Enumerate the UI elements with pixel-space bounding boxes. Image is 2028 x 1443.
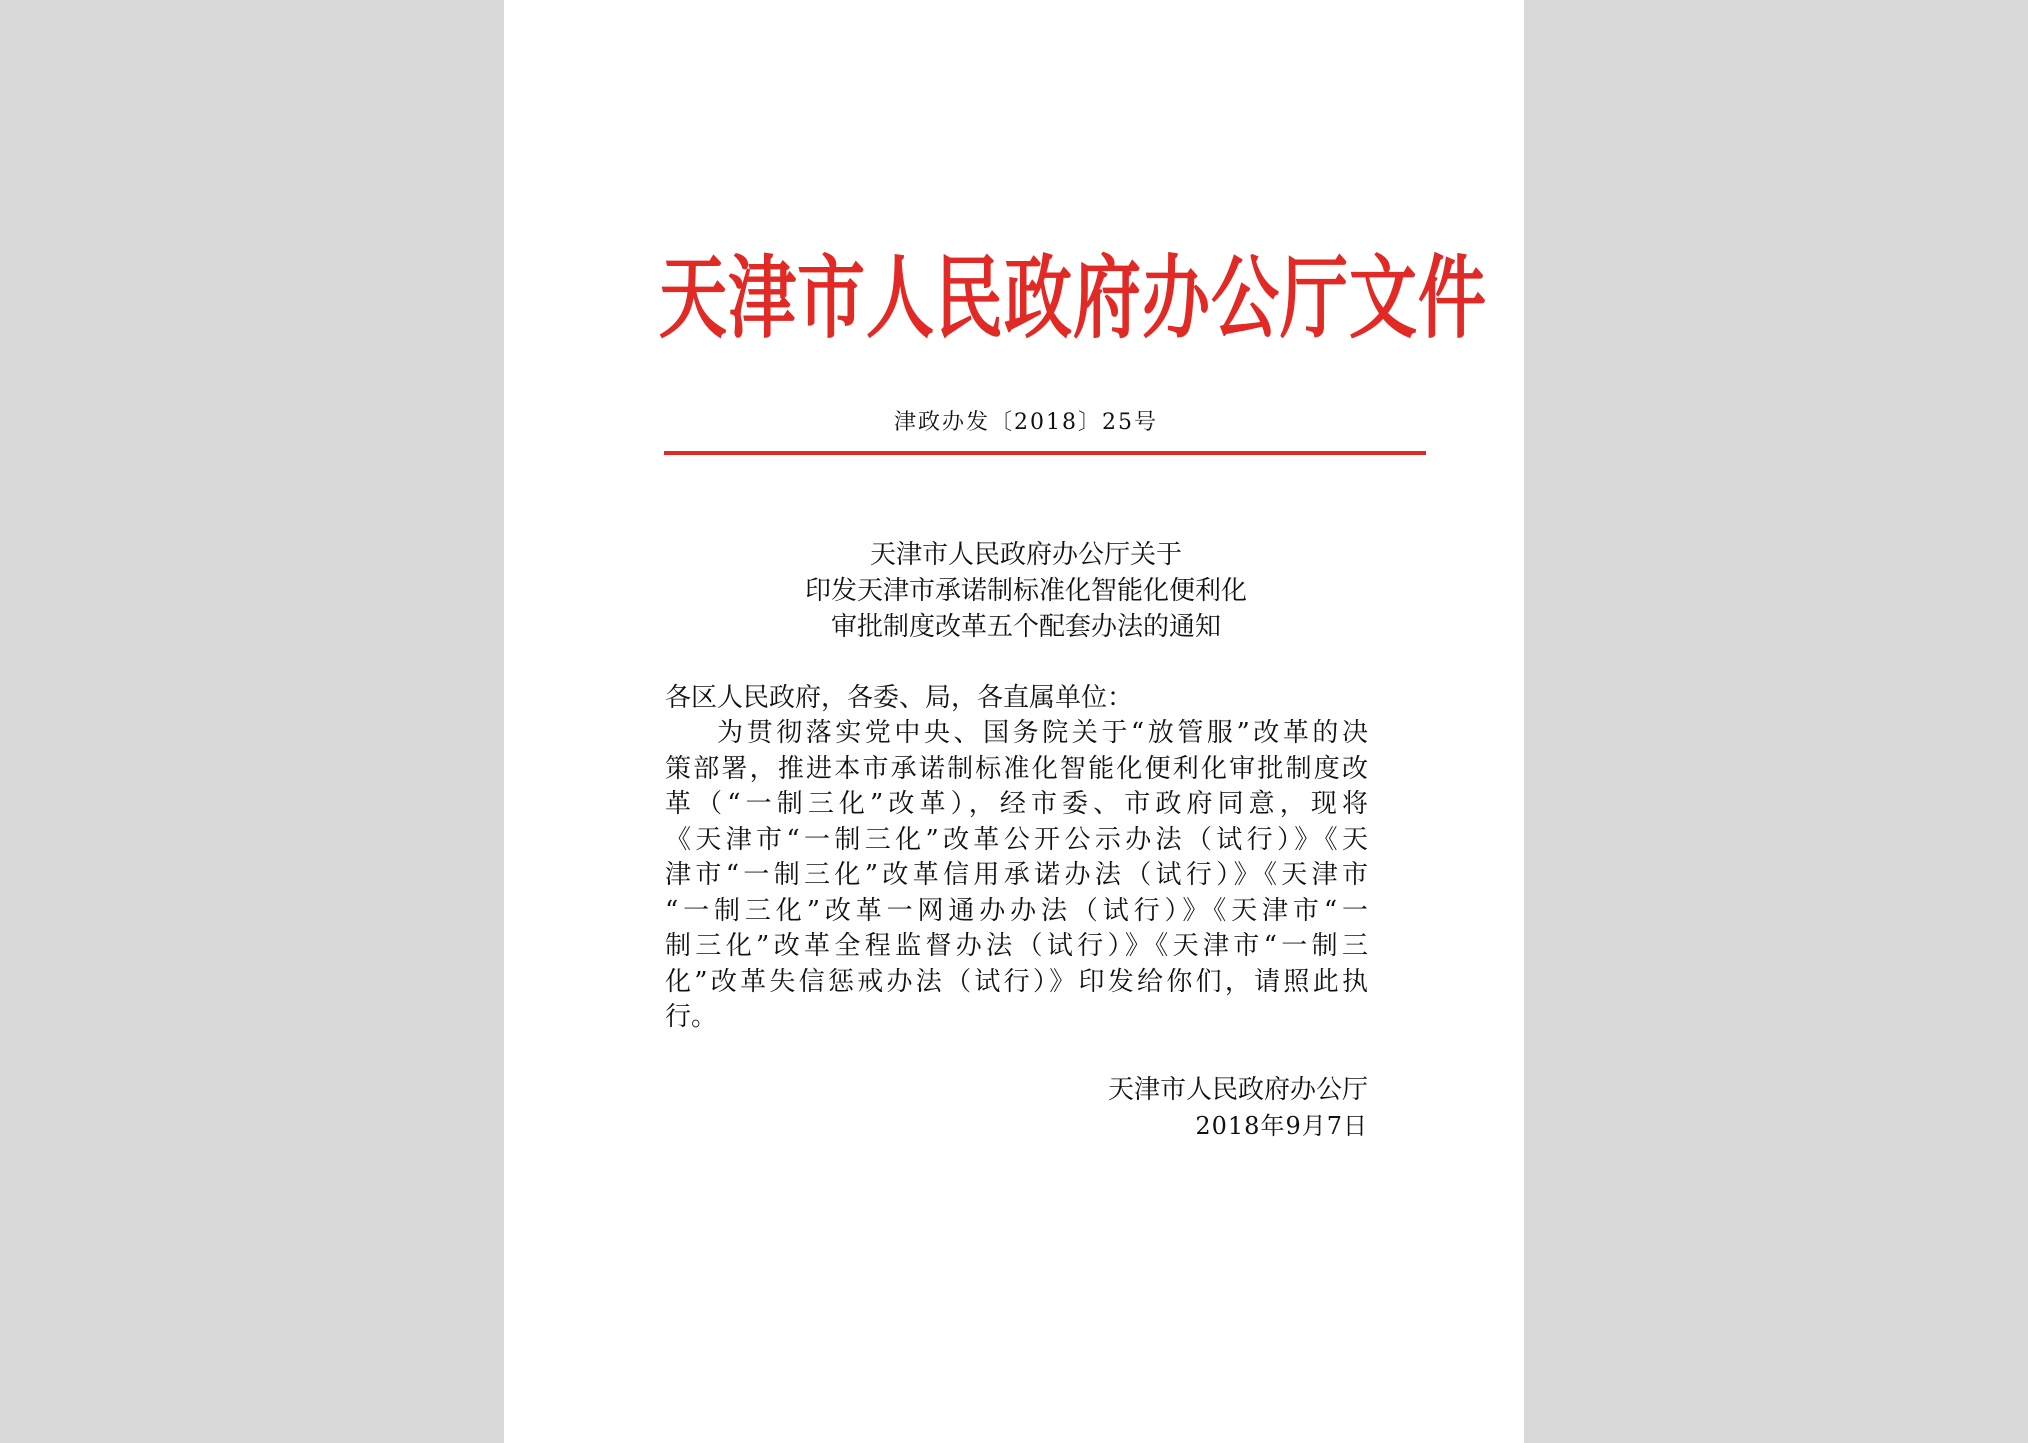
body-line: 为贯彻落实党中央、国务院关于“放管服”改革的决 (717, 718, 1368, 748)
body-line: “一制三化”改革一网通办办法（试行）》《天津市“一 (665, 895, 1368, 926)
signature-date: 2018年9月7日 (1195, 1112, 1368, 1140)
title-line: 印发天津市承诺制标准化智能化便利化 (804, 576, 1247, 606)
title-line: 天津市人民政府办公厅关于 (869, 540, 1182, 570)
document-title (504, 537, 1524, 645)
body-line: 行。 (665, 1002, 718, 1032)
document-number: 津政办发〔2018〕25号 (894, 410, 1158, 435)
document-page (504, 0, 1524, 1443)
body-line: 津市“一制三化”改革信用承诺办法（试行）》《天津市 (665, 860, 1368, 890)
red-divider-line (664, 451, 1426, 455)
body-line: 革（“一制三化”改革），经市委、市政府同意，现将 (665, 789, 1368, 819)
body-line: 策部署，推进本市承诺制标准化智能化便利化审批制度改 (665, 753, 1368, 784)
body-line: 化”改革失信惩戒办法（试行）》印发给你们，请照此执 (665, 966, 1368, 997)
body-line: 制三化”改革全程监督办法（试行）》《天津市“一制三 (665, 931, 1368, 961)
title-line: 审批制度改革五个配套办法的通知 (830, 612, 1221, 642)
body-line: 《天津市“一制三化”改革公开公示办法（试行）》《天 (665, 824, 1368, 855)
signature-organization: 天津市人民政府办公厅 (1107, 1075, 1368, 1105)
body-paragraph (665, 716, 1368, 1036)
salutation: 各区人民政府，各委、局，各直属单位： (665, 683, 1134, 713)
issuer-heading: 天津市人民政府办公厅文件 (659, 247, 1488, 352)
